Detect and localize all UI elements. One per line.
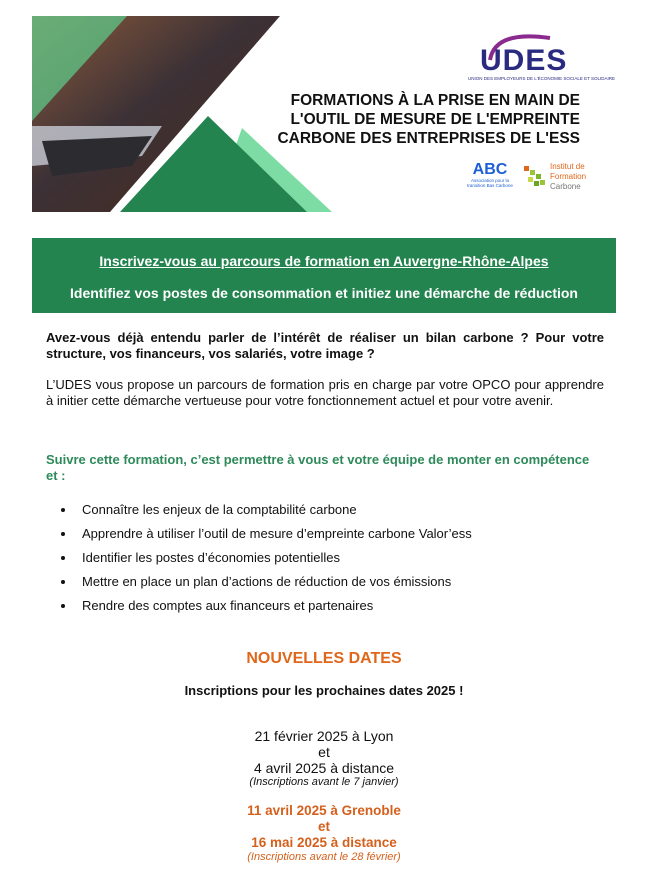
new-dates-heading: NOUVELLES DATES	[246, 650, 402, 667]
green-banner	[32, 238, 616, 313]
list-item: Apprendre à utiliser l’outil de mesure d’empreinte carbone Valor’ess	[46, 526, 472, 550]
bullet-icon	[61, 508, 65, 512]
dates-group-1: 21 février 2025 à Lyon et 4 avril 2025 à distance (Inscriptions avant le 7 janvier)	[249, 728, 399, 788]
list-item: Rendre des comptes aux financeurs et partenaires	[46, 598, 472, 622]
list-item: Connaître les enjeux de la comptabilité carbone	[46, 502, 472, 526]
bullet-icon	[61, 580, 65, 584]
banner-subtitle: Identifiez vos postes de consommation et initiez une démarche de réduction	[70, 285, 578, 301]
abc-logo: ABC Association pour la transition Bas Carbone	[467, 161, 513, 188]
bullet-icon	[61, 604, 65, 608]
lead-text: Suivre cette formation, c’est permettre à vous et votre équipe de monter en compétence et :	[46, 452, 590, 483]
bullet-icon	[61, 556, 65, 560]
intro-paragraph: L’UDES vous propose un parcours de formation pris en charge par votre OPCO pour apprendre à initier cette démarche vertueuse pour votre fonctionnement actuel et pour votre avenir.	[46, 377, 604, 408]
intro-question: Avez-vous déjà entendu parler de l’intérêt de réaliser un bilan carbone ? Pour votre structure, vos financeurs, vos salariés, votre image ?	[46, 330, 604, 361]
udes-logo: UDES UNION DES EMPLOYEURS DE L'ÉCONOMIE SOCIALE ET SOLIDAIRE	[460, 30, 590, 86]
list-item: Identifier les postes d’économies potentielles	[46, 550, 472, 574]
dates-group-2: 11 avril 2025 à Grenoble et 16 mai 2025 à distance (Inscriptions avant le 28 février)	[247, 803, 401, 863]
bullet-icon	[61, 532, 65, 536]
ifc-mosaic-icon	[520, 162, 548, 192]
list-item: Mettre en place un plan d’actions de réduction de vos émissions	[46, 574, 472, 598]
benefits-list	[46, 502, 472, 622]
page-title: FORMATIONS À LA PRISE EN MAIN DE L'OUTIL DE MESURE DE L'EMPREINTE CARBONE DES ENTREPRISES DE L'ESS	[277, 92, 580, 147]
header-banner-image: UDES UNION DES EMPLOYEURS DE L'ÉCONOMIE SOCIALE ET SOLIDAIRE FORMATIONS À LA PRISE EN MAIN DE L'OUTIL DE MESURE DE L'EMPREINTE CARBONE DES ENTREPRISES DE L'ESS ABC Association pour la transition Bas Carbone Institut de Formation Carbone	[32, 16, 616, 212]
registration-link[interactable]: Inscrivez-vous au parcours de formation en Auvergne-Rhône-Alpes	[99, 253, 549, 269]
dates-subheading: Inscriptions pour les prochaines dates 2025 !	[184, 683, 464, 698]
